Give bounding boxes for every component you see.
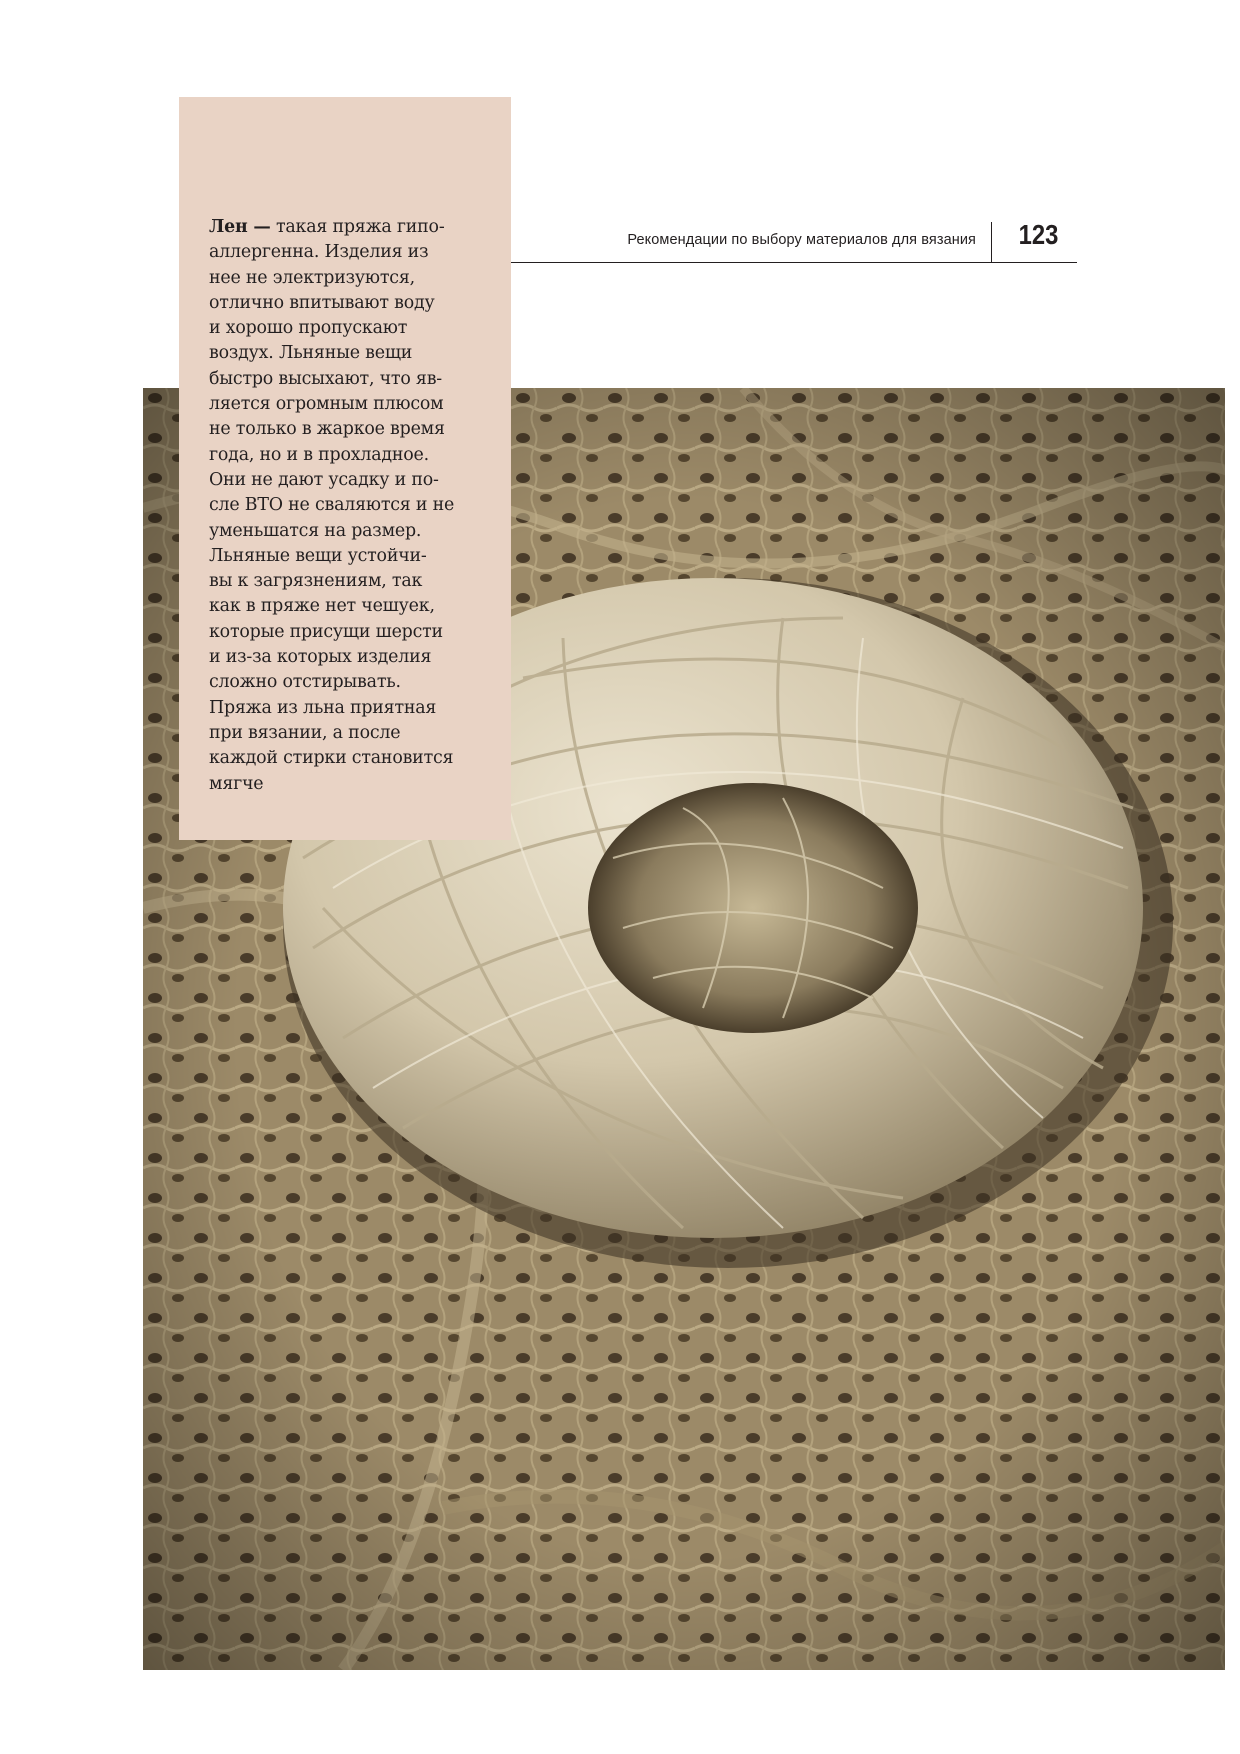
sidebar-line: мягче: [209, 773, 264, 794]
header-divider: [991, 222, 992, 262]
sidebar-line: Пряжа из льна приятная: [209, 697, 437, 718]
sidebar-note-text: [209, 215, 499, 797]
sidebar-line: которые присущи шерсти: [209, 621, 443, 642]
sidebar-line: ляется огромным плюсом: [209, 394, 444, 415]
sidebar-line: уменьшатся на размер.: [209, 520, 422, 541]
sidebar-line: Льняные вещи устойчи-: [209, 545, 427, 566]
sidebar-line: каждой стирки становится: [209, 748, 454, 769]
sidebar-first-line-rest: такая пряжа гипо-: [270, 217, 445, 237]
running-title: Рекомендации по выбору материалов для вязания: [627, 232, 976, 248]
sidebar-line: года, но и в прохладное.: [209, 444, 429, 465]
sidebar-line: и из-за которых изделия: [209, 647, 432, 668]
sidebar-line: сле ВТО не сваляются и не: [209, 495, 455, 516]
page-number: 123: [1018, 219, 1059, 250]
sidebar-line: воздух. Льняные вещи: [209, 343, 413, 364]
sidebar-line: быстро высыхают, что яв-: [209, 368, 442, 389]
sidebar-line: Они не дают усадку и по-: [209, 469, 439, 490]
sidebar-line: сложно отстирывать.: [209, 672, 401, 693]
header-rule: [510, 262, 1077, 263]
sidebar-line: аллергенна. Изделия из: [209, 242, 429, 263]
sidebar-line: при вязании, а после: [209, 722, 401, 743]
sidebar-line: отлично впитывают воду: [209, 292, 435, 313]
sidebar-line: не только в жаркое время: [209, 419, 445, 440]
sidebar-line: и хорошо пропускают: [209, 318, 408, 339]
sidebar-line: [209, 215, 499, 240]
sidebar-line: как в пряже нет чешуек,: [209, 596, 435, 617]
sidebar-lead-word: Лен —: [209, 217, 271, 237]
sidebar-line: нее не электризуются,: [209, 267, 415, 288]
sidebar-line: вы к загрязнениям, так: [209, 571, 423, 592]
